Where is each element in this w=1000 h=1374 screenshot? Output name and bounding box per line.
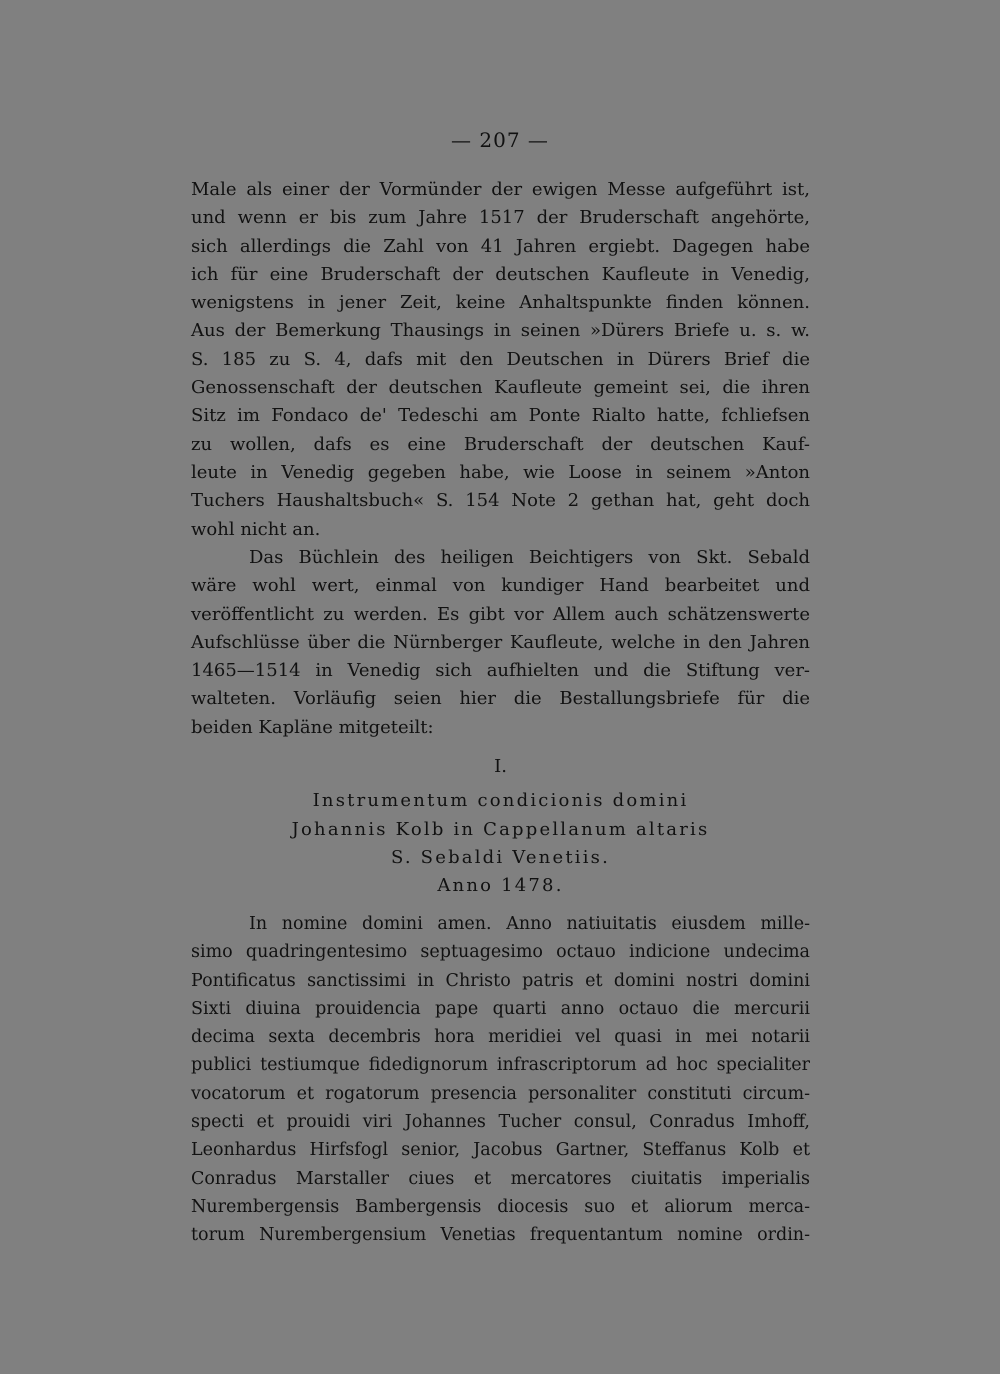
text-line: Pontificatus sanctissimi in Christo patris et domini nostri domini [191,970,810,991]
heading-title-line: S. Sebaldi Venetiis. [390,846,611,868]
latin-text [191,910,810,1250]
text-line: zu wollen, dafs es eine Bruderschaft der deutschen Kauf- [191,433,810,455]
text-line: sich allerdings die Zahl von 41 Jahren ergiebt. Dagegen habe [191,235,810,257]
text-line: Tuchers Haushaltsbuch« S. 154 Note 2 gethan hat, geht doch [191,490,810,512]
text-line: wäre wohl wert, einmal von kundiger Hand bearbeitet und [191,575,810,597]
section-numeral: I. [494,756,507,777]
document-heading [191,753,810,900]
heading-title-line: Anno 1478. [437,875,564,897]
text-line: In nomine domini amen. Anno natiuitatis eiusdem mille- [249,914,810,934]
text-line: specti et prouidi viri Johannes Tucher consul, Conradus Imhoff, [191,1112,810,1133]
text-line: Leonhardus Hirfsfogl senior, Jacobus Gartner, Steffanus Kolb et [191,1140,810,1161]
text-line: und wenn er bis zum Jahre 1517 der Bruderschaft angehörte, [191,207,810,229]
text-line: veröffentlicht zu werden. Es gibt vor Allem auch schätzenswerte [191,603,810,625]
text-line: beiden Kapläne mitgeteilt: [191,716,434,738]
text-line: Sitz im Fondaco de' Tedeschi am Ponte Rialto hatte, fchliefsen [191,405,810,427]
text-line: publici testiumque fidedignorum infrascriptorum ad hoc specialiter [191,1055,810,1076]
text-line: ich für eine Bruderschaft der deutschen Kaufleute in Venedig, [191,263,810,285]
text-line: Conradus Marstaller ciues et mercatores ciuitatis imperialis [191,1168,810,1189]
text-line: wohl nicht an. [191,518,321,540]
text-line: walteten. Vorläufig seien hier die Bestallungsbriefe für die [191,688,810,710]
text-line: leute in Venedig gegeben habe, wie Loose in seinem »Anton [191,461,810,483]
text-line: torum Nurembergensium Venetias frequentantum nomine ordin- [191,1225,810,1246]
paragraph-1 [191,176,810,544]
text-line: vocatorum et rogatorum presencia personaliter constituti circum- [191,1083,810,1104]
text-line: Genossenschaft der deutschen Kaufleute gemeint sei, die ihren [191,377,810,399]
text-line: 1465—1514 in Venedig sich aufhielten und die Stiftung ver- [191,660,810,682]
text-line: Aufschlüsse über die Nürnberger Kaufleute, welche in den Jahren [191,631,810,653]
text-line: Das Büchlein des heiligen Beichtigers von Skt. Sebald [249,547,810,568]
page-number: — 207 — [451,128,549,152]
text-line: S. 185 zu S. 4, dafs mit den Deutschen in Dürers Brief die [191,348,810,370]
text-line: Nurembergensis Bambergensis diocesis suo et aliorum merca- [191,1196,810,1217]
text-line: decima sexta decembris hora meridiei vel quasi in mei notarii [191,1027,810,1048]
text-line: Sixti diuina prouidencia pape quarti anno octauo die mercurii [191,998,810,1019]
text-line: simo quadringentesimo septuagesimo octauo indicione undecima [191,942,810,963]
text-line: wenigstens in jener Zeit, keine Anhaltspunkte finden können. [191,292,810,314]
paragraph-2 [191,544,810,742]
text-line: Male als einer der Vormünder der ewigen Messe aufgeführt ist, [191,179,810,200]
heading-title-line: Instrumentum condicionis domini [312,790,689,812]
heading-title-line: Johannis Kolb in Cappellanum altaris [291,818,710,840]
text-line: Aus der Bemerkung Thausings in seinen »Dürers Briefe u. s. w. [191,320,810,342]
